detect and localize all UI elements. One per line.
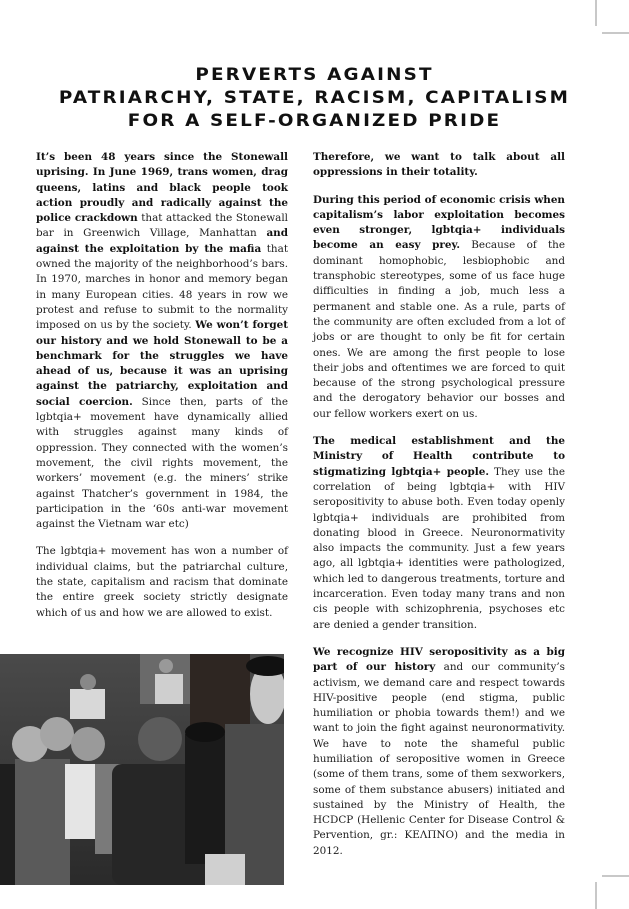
crop-mark-bottom-horizontal bbox=[602, 875, 629, 877]
title-line-2: PATRIARCHY, STATE, RACISM, CAPITALISM bbox=[58, 88, 571, 108]
bold-text: We won’t forget our history and we hold Stonewall to be a benchmark for the struggles we have ahead of us, because it was an uprising against the patriarchy, exploitation and social coercion. bbox=[36, 319, 288, 408]
paragraph bbox=[313, 645, 565, 859]
paragraph bbox=[313, 434, 565, 633]
photo-illustration bbox=[0, 654, 284, 885]
title-line-1: PERVERTS AGAINST bbox=[195, 65, 434, 85]
body-text: that owned the majority of the neighborhood’s bars. In 1970, marches in honor and memory began in many European cities. 48 years in row we protest and refuse to submit to the normality imposed on us by the society. bbox=[36, 242, 288, 332]
body-text: and our community’s activism, we demand care and respect towards HIV-positive people (end stigma, public humiliation or phobia towards them!) and we want to join the fight against neuronormativity. We have to note the shameful public humiliation of seropositive women in Greece (some of them trans, some of them sexworkers, some of them substance abusers) initiated and sustained by the Ministry of Health, the HCDCP (Hellenic Center for Disease Control & Pervention, gr.: ΚΕΛΠΝΟ) and the media in 2012. bbox=[313, 661, 566, 857]
left-column bbox=[36, 150, 288, 633]
page-title bbox=[0, 64, 629, 133]
bold-text: During this period of economic crisis when capitalism’s labor exploitation becomes even stronger, lgbtqia+ individuals become an easy prey. bbox=[313, 193, 565, 252]
body-text: They use the correlation of being lgbtqia+ with HIV seropositivity to abuse both. Even today openly lgbtqia+ individuals are prohibited from donating blood in Greece. Neuronormativity also impacts the community. Just a few years ago, all lgbtqia+ identities were pathologized, which led to dangerous treatments, torture and incarceration. Even today many trans and non cis people with schizophrenia, psychoses etc are denied a gender transition. bbox=[313, 465, 565, 631]
stonewall-photo bbox=[0, 654, 284, 885]
bold-text: It’s been 48 years since the Stonewall uprising. In June 1969, trans women, drag queens, latins and black people took action proudly and radically against the police crackdown bbox=[36, 151, 288, 225]
paragraph bbox=[313, 193, 565, 422]
body-text: Since then, parts of the lgbtqia+ movement have dynamically allied with struggles against many kinds of oppression. They connected with the women’s movement, the civil rights movement, the workers’ movement (e.g. the miners’ strike against Thatcher’s government in 1984, the participation in the ‘60s anti-war movement against the Vietnam war etc) bbox=[36, 395, 288, 531]
crop-mark-bottom-vertical bbox=[595, 882, 597, 909]
right-column bbox=[313, 150, 565, 871]
title-line-3: FOR A SELF-ORGANIZED PRIDE bbox=[127, 111, 502, 131]
crop-mark-top-horizontal bbox=[602, 32, 629, 34]
body-text: The lgbtqia+ movement has won a number of individual claims, but the patriarchal culture, the state, capitalism and racism that dominate the entire greek society strictly designate which of us and how we are allowed to exist. bbox=[36, 545, 288, 619]
paragraph bbox=[36, 150, 288, 532]
body-text: Because of the dominant homophobic, lesbiophobic and transphobic stereotypes, some of us face huge difficulties in finding a job, much less a permanent and stable one. As a rule, parts of the community are often excluded from a lot of jobs or are thought to only be fit for certain ones. We are among the first people to lose their jobs and oftentimes we are forced to quit because of the strong psychological pressure and the derogatory behavior our bosses and our fellow workers exert on us. bbox=[313, 239, 566, 420]
body-text: that attacked the Stonewall bar in Greenwich Village, Manhattan bbox=[36, 212, 288, 240]
bold-text: We recognize HIV seropositivity as a big part of our history bbox=[313, 645, 565, 674]
bold-text: Therefore, we want to talk about all oppressions in their totality. bbox=[313, 151, 565, 179]
crop-mark-top-vertical bbox=[595, 0, 597, 26]
paragraph bbox=[36, 544, 288, 620]
bold-text: The medical establishment and the Ministry of Health contribute to stigmatizing lgbtqia+ people. bbox=[313, 435, 565, 478]
paragraph bbox=[313, 150, 565, 181]
bold-text: and against the exploitation by the mafia bbox=[36, 227, 288, 255]
